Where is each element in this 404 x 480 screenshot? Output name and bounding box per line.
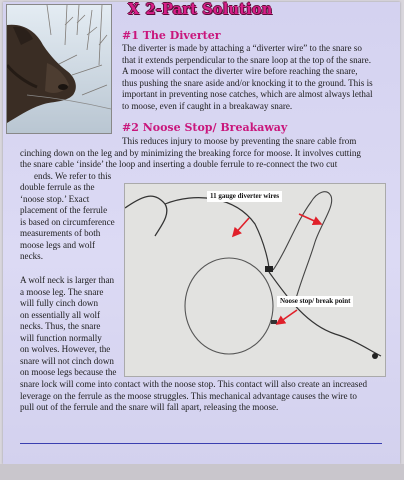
section1-line: that it extends perpendicular to the snare loop at the top of the snare. [122, 54, 371, 65]
bottom-line: pull out of the ferrule and the snare will fall apart, releasing the moose. [20, 402, 279, 412]
left-line: necks. Thus, the snare [20, 321, 101, 331]
section2-title: #2 Noose Stop/ Breakaway [122, 121, 288, 134]
bottom-line: snare lock will come into contact with the noose stop. This contact will also create an increased [20, 379, 368, 389]
left-line: double ferrule as the [20, 182, 95, 192]
snare-photo [124, 183, 386, 377]
bottom-rule [20, 443, 382, 444]
section2-intro-first: This reduces injury to moose by preventing the snare cable from [122, 136, 357, 146]
left-line: on moose legs because the [20, 367, 117, 377]
moose-photo [6, 4, 112, 134]
section1-title: #1 The Diverter [122, 29, 221, 42]
left-line: measurements of both [20, 228, 101, 238]
left-line: will fully cinch down [20, 298, 99, 308]
left-line: moose legs and wolf [20, 239, 96, 250]
diverter-wire-label: 11 gauge diverter wires [207, 191, 282, 202]
left-line: is based on circumference [20, 216, 115, 227]
section2-intro-line: ends. We refer to this [34, 170, 112, 181]
left-line: necks. [20, 251, 43, 261]
section2-left-column2 [20, 275, 124, 379]
left-line: placement of the ferrule [20, 205, 108, 215]
left-line: on essentially all wolf [20, 309, 101, 320]
section1-line: A moose will contact the diverter wire before reaching the snare, [122, 66, 358, 76]
section2-intro-rest [20, 148, 400, 183]
section2-intro-line: cinching down on the leg and by minimizing the breaking force for moose. It involves cutting [20, 147, 361, 158]
noose-stop-label: Noose stop/ break point [277, 296, 353, 307]
left-line: snare will not cinch down [20, 355, 114, 366]
section1-line: to moose, even if caught in a breakaway snare. [122, 100, 293, 111]
page-headline [128, 1, 272, 18]
headline-number: X [128, 1, 140, 18]
page-shadow [0, 464, 404, 480]
section1-body [122, 43, 402, 112]
section1-line: important in preventing nose catches, which are almost always lethal [122, 89, 373, 99]
section1-line: thus pushing the snare aside and/or knocking it to the ground. This is [122, 77, 373, 88]
left-line: A wolf neck is larger than [20, 275, 115, 285]
bottom-line: leverage on the ferrule as the moose struggles. This mechanical advantage causes the wire to [20, 390, 357, 401]
left-line: on wolves. However, the [20, 344, 111, 354]
left-line: will function normally [20, 332, 102, 343]
section1-line: The diverter is made by attaching a “diverter wire” to the snare so [122, 43, 362, 53]
left-line: a moose leg. The snare [20, 286, 104, 297]
headline-title: 2-Part Solution [145, 1, 273, 18]
left-line: ‘noose stop.’ Exact [20, 193, 90, 204]
section2-intro-line: the snare cable ‘inside’ the loop and inserting a double ferrule to re-connect the two cut [20, 159, 338, 169]
section2-bottom [20, 379, 400, 414]
section2-left-column [20, 182, 124, 263]
